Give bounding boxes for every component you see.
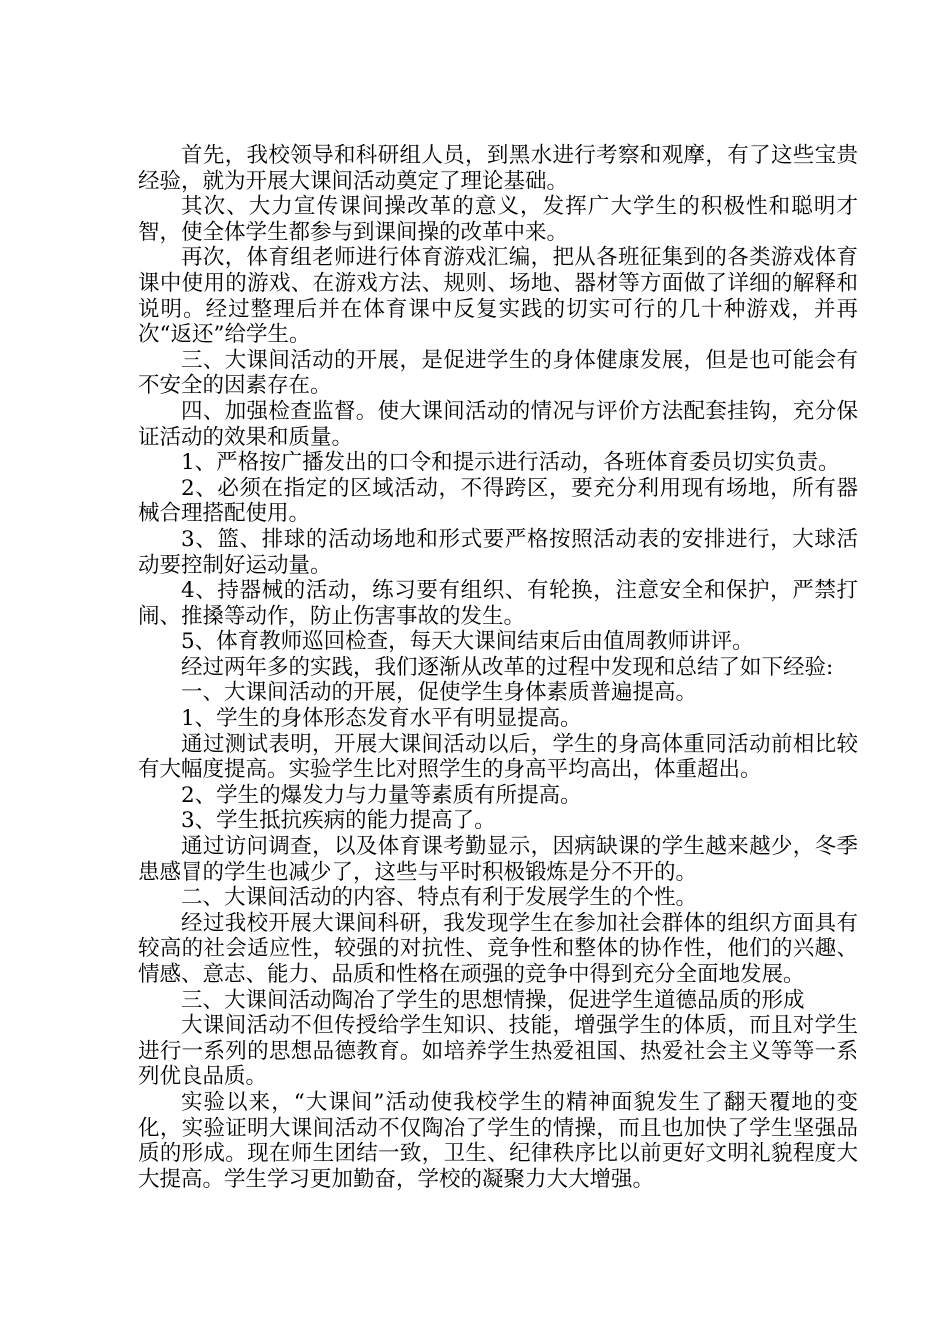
paragraph: 大课间活动不但传授给学生知识、技能，增强学生的体质，而且对学生进行一系列的思想品德教育。如培养学生热爱祖国、热爱社会主义等等一系列优良品质。 bbox=[138, 1013, 858, 1090]
paragraph: 通过测试表明，开展大课间活动以后，学生的身高体重同活动前相比较有大幅度提高。实验学生比对照学生的身高平均高出，体重超出。 bbox=[138, 731, 858, 783]
paragraph: 首先，我校领导和科研组人员，到黑水进行考察和观摩，有了这些宝贵经验，就为开展大课间活动奠定了理论基础。 bbox=[138, 143, 858, 194]
paragraph: 二、大课间活动的内容、特点有利于发展学生的个性。 bbox=[181, 885, 698, 911]
paragraph: 3、学生抵抗疾病的能力提高了。 bbox=[181, 808, 496, 834]
paragraph: 3、篮、排球的活动场地和形式要严格按照活动表的安排进行，大球活动要控制好运动量。 bbox=[138, 526, 858, 578]
paragraph: 通过访问调查，以及体育课考勤显示，因病缺课的学生越来越少，冬季患感冒的学生也减少了，这些与平时积极锻炼是分不开的。 bbox=[138, 834, 858, 885]
paragraph: 2、必须在指定的区域活动，不得跨区，要充分利用现有场地，所有器械合理搭配使用。 bbox=[138, 475, 858, 527]
paragraph: 一、大课间活动的开展，促使学生身体素质普遍提高。 bbox=[181, 680, 698, 706]
paragraph: 三、大课间活动的开展，是促进学生的身体健康发展，但是也可能会有不安全的因素存在。 bbox=[138, 347, 858, 399]
paragraph: 1、学生的身体形态发育水平有明显提高。 bbox=[181, 706, 582, 732]
paragraph: 再次，体育组老师进行体育游戏汇编，把从各班征集到的各类游戏体育课中使用的游戏、在游戏方法、规则、场地、器材等方面做了详细的解释和说明。经过整理后并在体育课中反复实践的切实可行的几十种游戏，并再次“返还”给学生。 bbox=[138, 245, 858, 348]
paragraph: 5、体育教师巡回检查，每天大课间结束后由值周教师讲评。 bbox=[181, 629, 754, 655]
paragraph: 1、严格按广播发出的口令和提示进行活动，各班体育委员切实负责。 bbox=[181, 450, 840, 476]
paragraph: 四、加强检查监督。使大课间活动的情况与评价方法配套挂钩，充分保证活动的效果和质量。 bbox=[138, 398, 858, 450]
paragraph: 2、学生的爆发力与力量等素质有所提高。 bbox=[181, 782, 582, 808]
paragraph: 经过两年多的实践，我们逐渐从改革的过程中发现和总结了如下经验: bbox=[181, 654, 834, 680]
paragraph: 4、持器械的活动，练习要有组织、有轮换，注意安全和保护，严禁打闹、推搡等动作，防止伤害事故的发生。 bbox=[138, 578, 858, 629]
paragraph: 经过我校开展大课间科研，我发现学生在参加社会群体的组织方面具有较高的社会适应性，较强的对抗性、竞争性和整体的协作性，他们的兴趣、情感、意志、能力、品质和性格在顽强的竞争中得到充分全面地发展。 bbox=[138, 910, 858, 987]
paragraph: 实验以来，“大课间”活动使我校学生的精神面貌发生了翻天覆地的变化，实验证明大课间活动不仅陶冶了学生的情操，而且也加快了学生坚强品质的形成。现在师生团结一致，卫生、纪律秩序比以前更好文明礼貌程度大大提高。学生学习更加勤奋，学校的凝聚力大大增强。 bbox=[138, 1089, 858, 1192]
document-body bbox=[138, 143, 858, 1192]
paragraph: 其次、大力宣传课间操改革的意义，发挥广大学生的积极性和聪明才智，使全体学生都参与到课间操的改革中来。 bbox=[138, 194, 858, 245]
paragraph: 三、大课间活动陶冶了学生的思想情操，促进学生道德品质的形成 bbox=[181, 987, 805, 1013]
